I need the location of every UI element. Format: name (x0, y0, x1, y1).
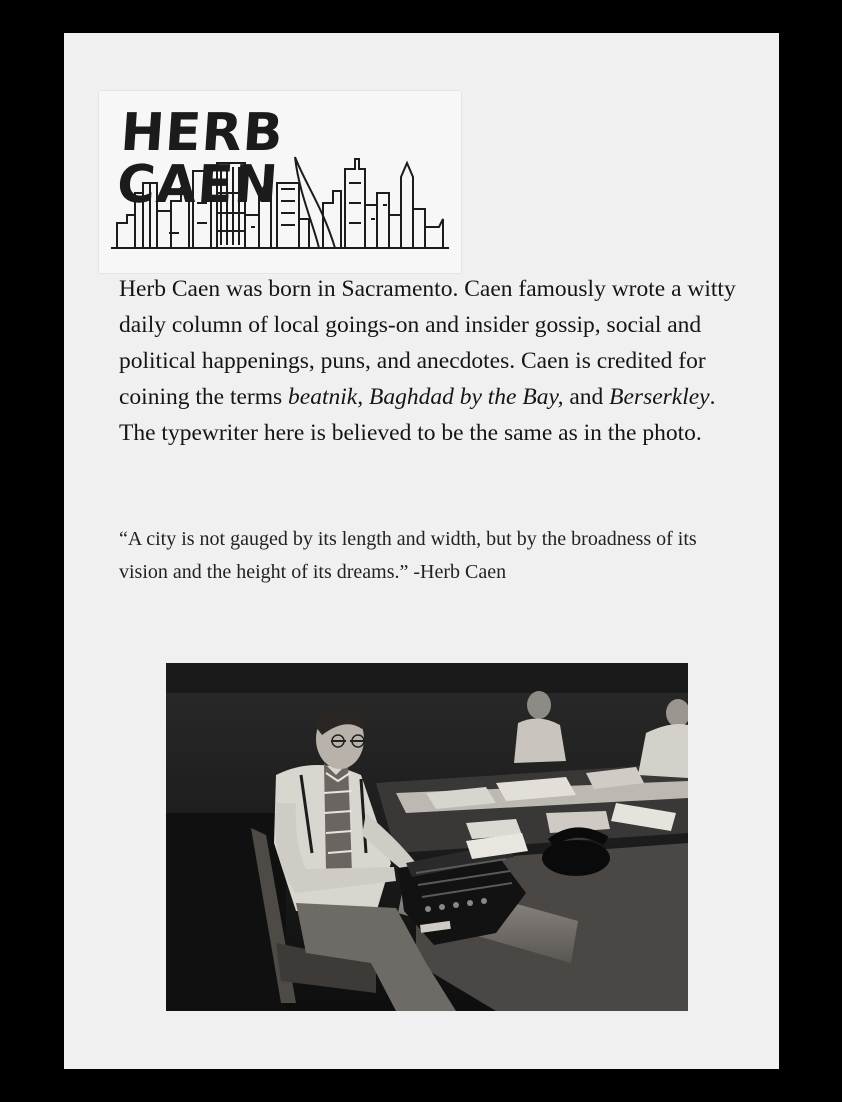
coined-terms-1: beatnik, Baghdad by the Bay, (288, 384, 564, 410)
intro-paragraph (119, 271, 739, 451)
herb-caen-logo (99, 91, 461, 273)
coined-term-berserkley: Berserkley (609, 384, 710, 410)
exhibit-sheet (64, 33, 779, 1069)
logo-title: HERB CAEN (115, 103, 286, 215)
intro-text-3: . The typewriter here is believed to be the same as in the photo. (119, 384, 716, 446)
intro-text-1: Herb Caen was born in Sacramento. Caen famously wrote a witty daily column of local goings-on and insider gossip, social and political happenings, puns, and anecdotes. Caen is credited for coining the terms (119, 276, 736, 410)
city-skyline-icon (109, 153, 451, 253)
man-at-typewriter-photo (166, 663, 688, 1011)
herb-caen-quote: “A city is not gauged by its length and width, but by the broadness of its vision and the height of its dreams.” -Herb Caen (119, 528, 697, 583)
newsroom-photo (166, 663, 688, 1011)
intro-text-2: and (563, 384, 610, 410)
